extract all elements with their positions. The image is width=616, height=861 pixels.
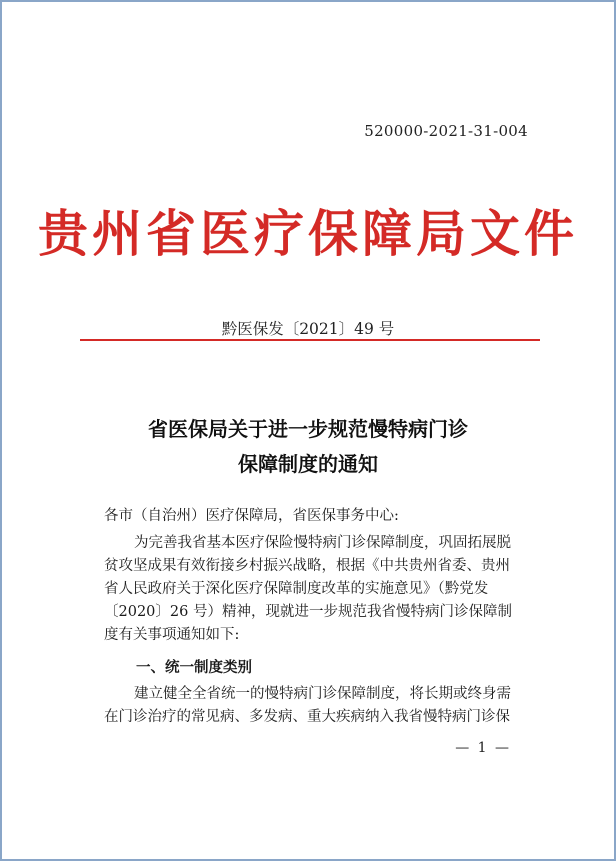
title-line-2: 保障制度的通知 [238, 452, 378, 476]
document-id: 520000-2021-31-004 [364, 122, 528, 140]
paragraph-2: 建立健全全省统一的慢特病门诊保障制度，将长期或终身需在门诊治疗的常见病、多发病、重大疾病纳入我省慢特病门诊保 [104, 686, 511, 725]
document-number: 黔医保发〔2021〕49 号 [221, 320, 395, 338]
section-heading-1: 一、统一制度类别 [136, 660, 252, 676]
addressee: 各市（自治州）医疗保障局，省医保事务中心: [104, 508, 399, 524]
red-divider [80, 339, 540, 341]
page-number: — 1 — [455, 740, 511, 756]
title-line-1: 省医保局关于进一步规范慢特病门诊 [148, 417, 468, 441]
paragraph-1: 为完善我省基本医疗保险慢特病门诊保障制度，巩固拓展脱贫攻坚成果有效衔接乡村振兴战略，根据《中共贵州省委、贵州省人民政府关于深化医疗保障制度改革的实施意见》（黔党发〔2020〕26 号）精神，现就进一步规范我省慢特病门诊保障制度有关事项通知如下: [104, 535, 512, 643]
document-title [2, 412, 614, 482]
issuer-header: 贵州省医疗保障局文件 [38, 205, 578, 263]
